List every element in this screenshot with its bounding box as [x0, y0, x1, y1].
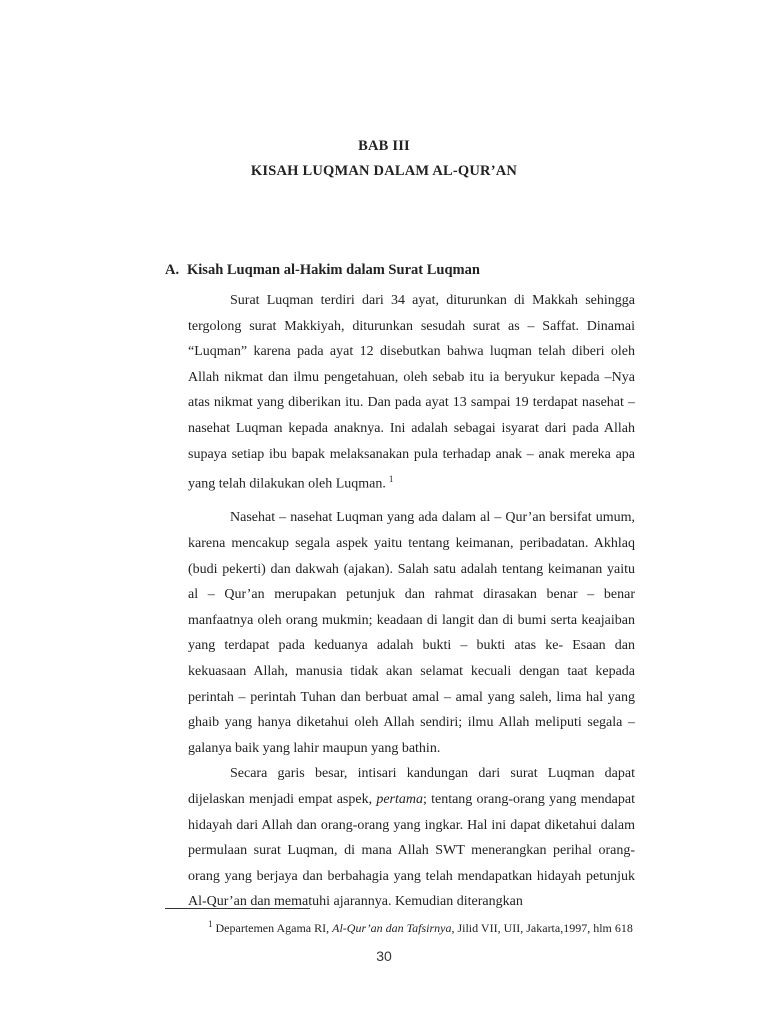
footnote [208, 919, 633, 936]
section-letter: A. [165, 262, 180, 278]
paragraph-3-text-a: Secara garis besar, intisari kandungan dari surat Luqman dapat dijelaskan menjadi empat aspek, [188, 766, 635, 807]
page-number: 30 [376, 948, 392, 964]
footnote-number: 1 [208, 919, 213, 929]
paragraph-3-emphasis: pertama [376, 791, 423, 807]
paragraph-2: Nasehat – nasehat Luqman yang ada dalam al – Qur’an bersifat umum, karena mencakup segala aspek yaitu tentang keimanan, peribadatan. Akhlaq (budi pekerti) dan dakwah (ajakan). Salah satu adalah tentang keimanan yaitu al – Qur’an merupakan petunjuk dan rahmat dirasakan benar – benar manfaatnya oleh orang mukmin; keadaan di langit dan di bumi serta keajaiban yang terdapat pada keduanya adalah bukti – bukti atas ke- Esaan dan kekuasaan Allah, manusia tidak akan selamat kecuali dengan taat kepada perintah – perintah Tuhan dan berbuat amal – amal yang saleh, lima hal yang ghaib yang hanya diketahui oleh Allah sendiri; ilmu Allah meliputi segala – galanya baik yang lahir maupun yang bathin. [188, 510, 635, 756]
chapter-title: KISAH LUQMAN DALAM AL-QUR’AN [250, 163, 518, 179]
section-title: Kisah Luqman al-Hakim dalam Surat Luqman [187, 262, 480, 278]
paragraph-1-text: Surat Luqman terdiri dari 34 ayat, diturunkan di Makkah sehingga tergolong surat Makkiyah, diturunkan sesudah surat as – Saffat. Dinamai “Luqman” karena pada ayat 12 disebutkan bahwa luqman telah diberi oleh Allah nikmat dan ilmu pengetahuan, oleh sebab itu ia beryukur kepada –Nya atas nikmat yang diberikan itu. Dan pada ayat 13 sampai 19 terdapat nasehat – nasehat Luqman kepada anaknya. Ini adalah sebagai isyarat dari pada Allah supaya setiap ibu bapak melaksanakan pula terhadap anak – anak mereka apa yang telah dilakukan oleh Luqman. [188, 293, 635, 492]
footnote-reference: 1 [388, 474, 394, 485]
chapter-label: BAB III [358, 138, 410, 154]
body-text [188, 288, 635, 915]
footnote-text-b: , Jilid VII, UII, Jakarta,1997, hlm 618 [451, 921, 633, 935]
section-heading [165, 262, 480, 279]
footnote-separator [165, 908, 310, 909]
paragraph-3 [188, 761, 635, 915]
paragraph-1 [188, 288, 635, 497]
paragraph-3-text-b: ; tentang orang-orang yang mendapat hidayah dari Allah dan orang-orang yang ingkar. Hal ini dapat diketahui dalam permulaan surat Luqman, di mana Allah SWT menerangkan perihal orang-orang yang berjaya dan berbahagia yang telah mendapatkan hidayah petunjuk Al-Qur’an dan mematuhi ajarannya. Kemudian diterangkan [188, 791, 635, 910]
footnote-text-a: Departemen Agama RI, [215, 921, 333, 935]
footnote-book-title: Al-Qur’an dan Tafsirnya [332, 921, 452, 935]
